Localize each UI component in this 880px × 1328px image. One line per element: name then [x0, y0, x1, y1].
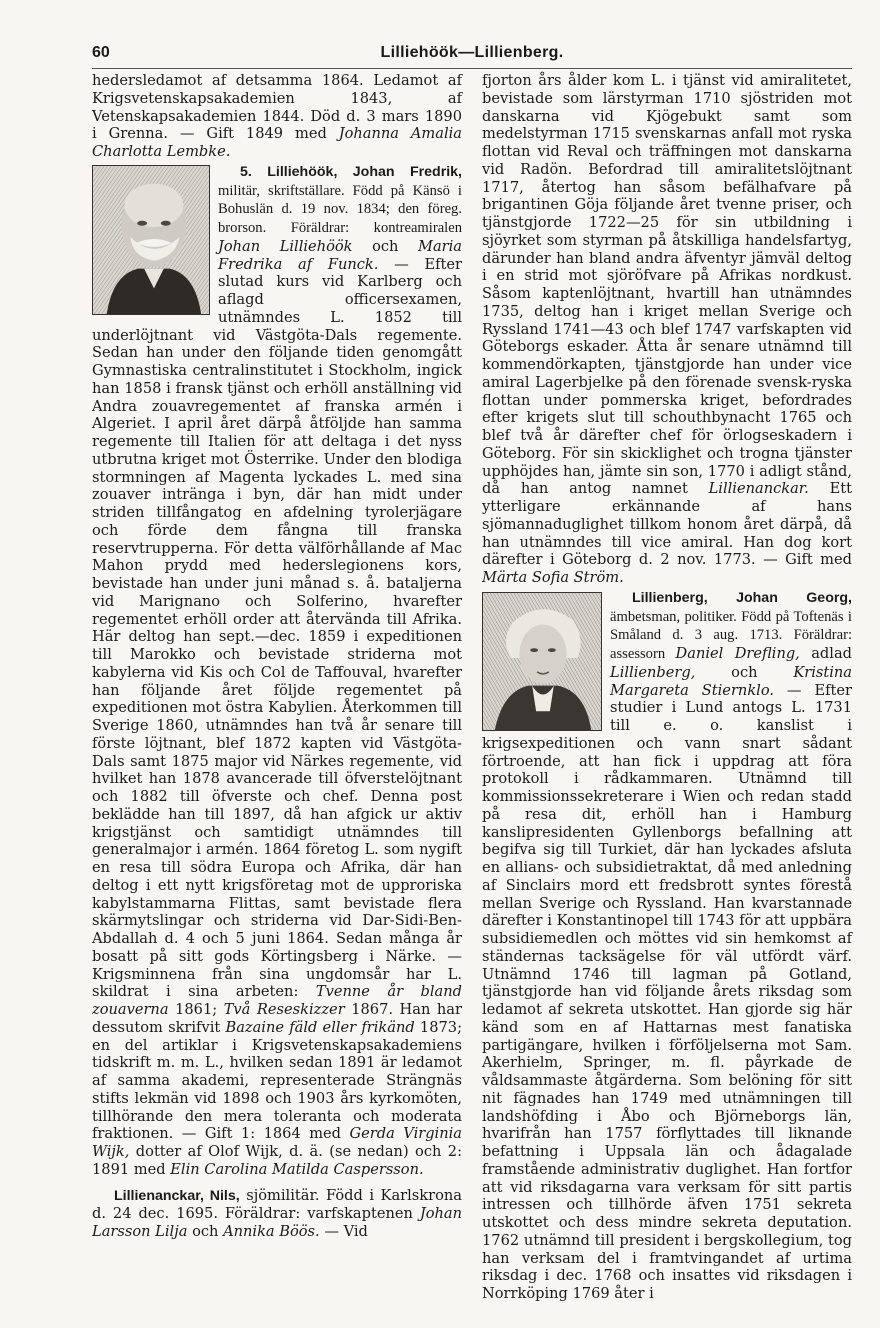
entry-nils-lillienanckar-continued: fjorton års ålder kom L. i tjänst vid amiralitetet, bevistade som lärstyrman 1710 sjöstriden mot danskarna vid Kjögebukt samt som medelstyrman 1715 svenskarnas anfall mot ryska flottan vid Reval och träffningen mot danskarna vid Radön. Befordrad till amiralitetslöjtnant 1717, återtog han såsom befälhafvare på brigantinen Göja följande året tvenne priser, och tjänstgjorde 1722—25 för sin utbildning i sjöyrket som styrman på åtskilliga handelsfartyg, därunder han bland andra äfventyr jämväl deltog i en strid mot sjöröfvare på Afrikas nordkust. Såsom kaptenlöjtnant, hvartill han utnämndes 1735, deltog han i kriget mellan Sverige och Ryssland 1741—43 och blef 1747 varfskapten vid Göteborgs eskader. Åtta år senare utnämnd till kommendörkapten, tjänstgjorde han under vice amiral Lagerbjelke på den förenade svensk-ryska flottan under pommerska kriget, befordrades efter krigets slut till schouthbynacht 1765 och blef två år därefter chef för örlogseskadern i Göteborg. För sin skicklighet och trogna tjänster upphöjdes han, jämte sin son, 1770 i adligt stånd, då han antog namnet Lillienanckar. Ett ytterligare erkännande af hans sjömannaduglighet tillkom honom året därpå, då han utnämndes till vice amiral. Han dog kort därefter i Göteborg d. 2 nov. 1773. — Gift med Märta Sofia Ström.	[482, 72, 852, 586]
running-title: Lilliehöök—Lillienberg.	[380, 44, 564, 61]
entry-johan-georg-lillienberg: Lillienberg, Johan Georg, ämbetsman, politiker. Född på Toftenäs i Småland d. 3 aug. 1713. Föräldrar: assessorn Daniel Drefling, adlad Lillienberg, och Kristina Margareta Stiernklo. — Efter studier i Lund antogs L. 1731 till e. o. kanslist i krigsexpeditionen och vann snart sådant förtroende, att han fick i uppdrag att föra protokoll i rådkammaren. Utnämnd till kommissionssekreterare i Wien och redan stadd på resa dit, erhöll han i Hamburg kanslipresidenten Gyllenborgs befallning att begifva sig till Turkiet, där han lyckades afsluta en allians- och subsidietraktat, då med anledning af Sinclairs mord ett fredsbrott syntes förestå mellan Sverige och Ryssland. Han kvarstannade därefter i Konstantinopel till 1743 för att uppbära subsidiemedlen och möttes vid sin hemkomst af ständernas tacksägelse för väl utfördt värf. Utnämnd 1746 till lagman på Gotland, tjänstgjorde han vid följande årets riksdag som ledamot af sekreta utskottet. Han gjorde sig här känd som en af Hattarnas mest fanatiska partigängare, hvilken i förföljelserna mot Sam. Akerhielm, Springer, m. fl. påyrkade de våldsammaste åtgärderna. Som belöning för sitt nit fägnades han 1749 med utnämningen till landshöfding i Åbo och Björneborgs län, hvarifrån han 1757 förflyttades till liknande befattning i Uppsala län och ådagalade framstående administrativ duglighet. Han fortfor att vid riksdagarna vara verksam för sitt partis intressen och tillhörde äfven 1751 sekreta utskottet och dess mindre sekreta deputation. 1762 utnämnd till president i bergskollegium, tog han verksam del i framtvingandet af urtima riksdag i dec. 1768 och insattes vid riksdagen i Norrköping 1769 åter i	[482, 589, 852, 1302]
entry-continuation: hedersledamot af detsamma 1864. Ledamot af Krigsvetenskapsakademien 1843, af Vetenskapsakademien 1844. Död d. 3 mars 1890 i Grenna. — Gift 1849 med Johanna Amalia Charlotta Lembke.	[92, 72, 462, 160]
header-rule	[92, 68, 852, 69]
entry-johan-fredrik-lilliehook: 5. Lilliehöök, Johan Fredrik, militär, skriftställare. Född på Känsö i Bohuslän d. 19 nov. 1834; den föreg. brorson. Föräldrar: kontreamiralen Johan Lilliehöök och Maria Fredrika af Funck. — Efter slutad kurs vid Karlberg och aflagd officersexamen, utnämndes L. 1852 till underlöjtnant vid Västgöta-Dals regemente. Sedan han under den följande tiden genomgått Gymnastiska centralinstitutet i Stockholm, ingick han 1858 i fransk tjänst och erhöll anställning vid Andra zouavregementet af franska armén i Algeriet. I april året därpå åtföljde han samma regemente till Italien för att deltaga i det nyss utbrutna kriget mot Österrike. Under den blodiga stormningen af Magenta lyckades L. med sina zouaver inträngа i byn, där han midt under striden tillfångatog en afdelning tyrolerjägare och förde dem fångna till franska reservtrupperna. För detta välförhållande af Mac Mahon prydd med hederslegionens kors, bevistade han under juni månad s. å. bataljerna vid Marignano och Solferino, hvarefter regementet erhöll order att återvända till Afrika. Här deltog han sept.—dec. 1859 i expeditionen till Marokko och bevistade striderna mot kabylerna vid Kis och Col de Taffouval, hvarefter han följande året följde regementet på expeditionen mot östra Kabylien. Återkommen till Sverige 1860, utnämndes han två år senare till förste löjtnant, blef 1872 kapten vid Västgöta-Dals samt 1875 major vid Närkes regemente, vid hvilket han 1878 avancerade till öfverstelöjtnant och 1882 till öfverste och chef. Denna post beklädde han till 1897, då han afgick ur aktiv krigstjänst och samtidigt utnämndes till generalmajor i armén. 1864 företog L. som nygift en resa till södra Europa och Afrika, där han deltog i ett nytt krigsföretag mot de upproriska kabylstammarna Flittas, samt bevistade flera skärmytslingar och striderna vid Dar-Sidi-Ben-Abdallah d. 4 och 5 juni 1864. Sedan många år bosatt på sitt gods Körtingsberg i Närke. — Krigsminnena från sina ungdomsår har L. skildrat i sina arbeten: Tvenne år bland zouaverna 1861; Två Reseskizzer 1867. Han har dessutom skrifvit Bazaine fäld eller frikänd 1873; en del artiklar i Krigsvetenskapsakademiens tidskrift m. m. L., hvilken sedan 1891 är ledamot af samma akademi, representerade Strängnäs stifts lekmän vid 1898 och 1903 års kyrkomöten, tillhörande den mera toleranta och moderata fraktionen. — Gift 1: 1864 med Gerda Virginia Wijk, dotter af Olof Wijk, d. ä. (se nedan) och 2: 1891 med Elin Carolina Matilda Caspersson.	[92, 163, 463, 1178]
page-number: 60	[92, 44, 110, 61]
portrait-lilliehook-drawing	[93, 166, 209, 314]
portrait-lillienberg-drawing	[483, 593, 601, 730]
entry-heading: Lillienberg, Johan Georg,	[632, 589, 852, 606]
page-header	[92, 44, 852, 66]
entry-nils-lillienanckar: Lillienanckar, Nils, sjömilitär. Född i Karlskrona d. 24 dec. 1695. Föräldrar: varfskaptenen Johan Larsson Lilja och Annika Böös. — Vid	[92, 1186, 462, 1240]
left-column	[92, 72, 462, 1241]
entry-heading: 5. Lilliehöök, Johan Fredrik,	[240, 163, 462, 180]
entry-heading: Lillienanckar, Nils,	[114, 1187, 240, 1204]
portrait-lillienberg-image	[482, 592, 602, 731]
portrait-lilliehook-image	[92, 165, 210, 315]
right-column	[482, 72, 852, 1303]
